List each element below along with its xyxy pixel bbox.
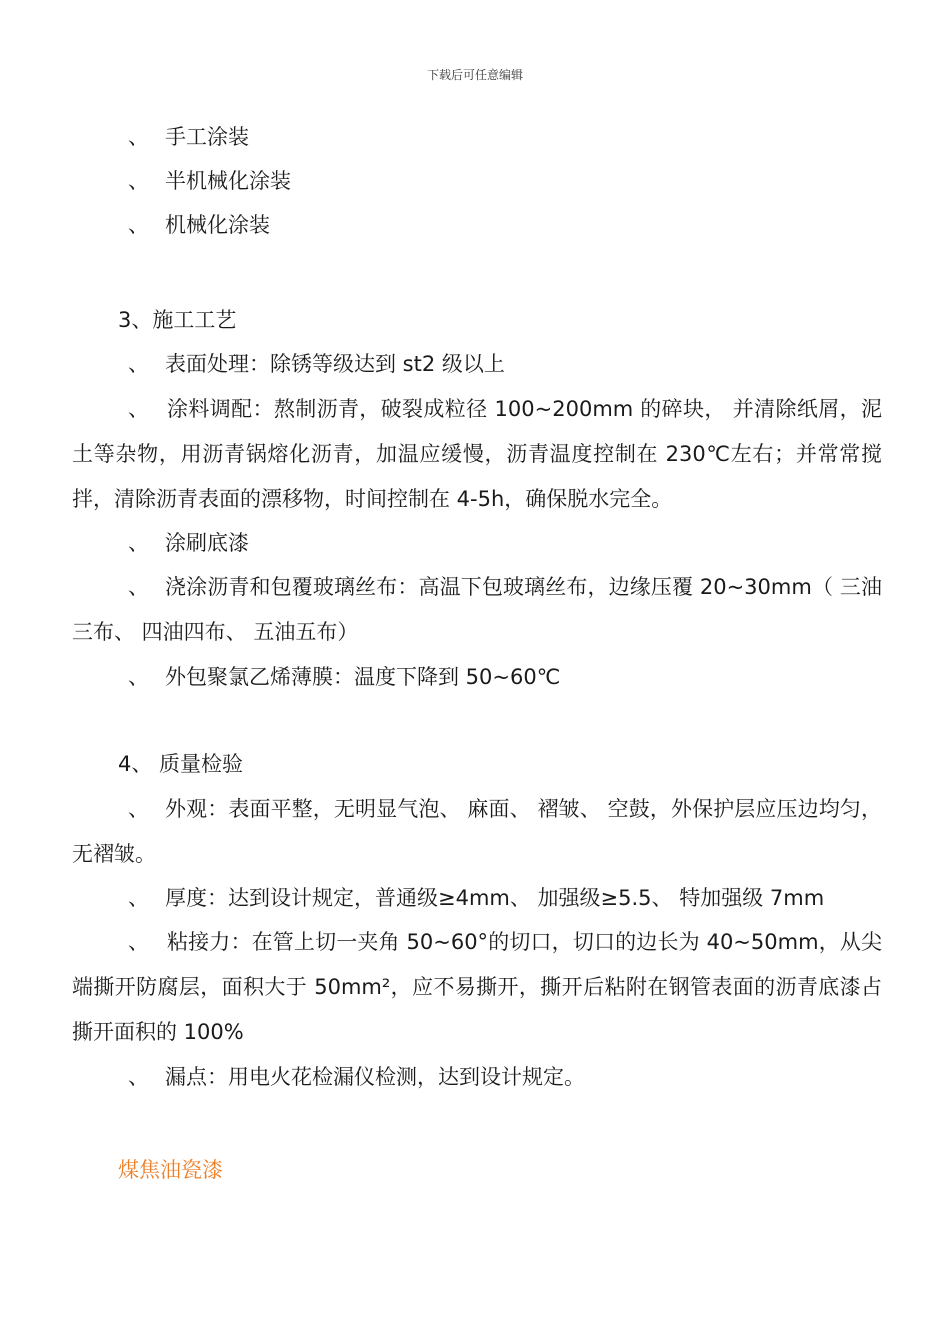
process-item-film: 外包聚氯乙烯薄膜：温度下降到 50~60℃ [165, 665, 561, 689]
page-header: 下载后可任意编辑 [426, 68, 523, 82]
quality-item-appearance [72, 787, 882, 877]
process-item-mixing [72, 387, 882, 522]
method-item: 机械化涂装 [165, 213, 270, 237]
bullet-mark: 、 [128, 665, 149, 689]
section-title-quality: 4、 质量检验 [118, 752, 244, 776]
bullet-mark: 、 [128, 169, 149, 193]
process-item-wrap [72, 565, 882, 655]
bullet-mark: 、 [128, 797, 149, 821]
quality-item-leak: 漏点：用电火花检漏仪检测，达到设计规定。 [165, 1065, 585, 1089]
bullet-mark: 、 [128, 125, 149, 149]
bullet-mark: 、 [128, 930, 149, 954]
process-item-surface: 表面处理：除锈等级达到 st2 级以上 [165, 352, 505, 376]
process-item-primer: 涂刷底漆 [165, 531, 249, 555]
process-item-wrap-text: 浇涂沥青和包覆玻璃丝布：高温下包玻璃丝布，边缘压覆 20~30mm（ 三油三布、 四油四布、 五油五布） [72, 575, 882, 644]
quality-item-appearance-text: 外观：表面平整，无明显气泡、 麻面、 褶皱、 空鼓，外保护层应压边均匀，无褶皱。 [72, 797, 882, 866]
next-section-heading: 煤焦油瓷漆 [118, 1158, 223, 1182]
quality-item-thickness: 厚度：达到设计规定，普通级≥4mm、 加强级≥5.5、 特加强级 7mm [165, 886, 825, 910]
quality-item-adhesion-text: 粘接力：在管上切一夹角 50~60°的切口，切口的边长为 40~50mm，从尖端撕开防腐层，面积大于 50mm²，应不易撕开，撕开后粘附在钢管表面的沥青底漆占撕开面积的 100% [72, 930, 882, 1044]
bullet-mark: 、 [128, 397, 149, 421]
bullet-mark: 、 [128, 352, 149, 376]
bullet-mark: 、 [128, 886, 149, 910]
method-item: 半机械化涂装 [165, 169, 291, 193]
bullet-mark: 、 [128, 575, 149, 599]
bullet-mark: 、 [128, 213, 149, 237]
section-title-process: 3、施工工艺 [118, 308, 237, 332]
bullet-mark: 、 [128, 531, 149, 555]
process-item-mixing-text: 涂料调配：熬制沥青，破裂成粒径 100~200mm 的碎块， 并清除纸屑，泥土等杂物，用沥青锅熔化沥青，加温应缓慢，沥青温度控制在 230℃左右；并常常搅拌，清除沥青表面的漂移物，时间控制在 4-5h，确保脱水完全。 [72, 397, 882, 511]
bullet-mark: 、 [128, 1065, 149, 1089]
quality-item-adhesion [72, 920, 882, 1055]
method-item: 手工涂装 [165, 125, 249, 149]
